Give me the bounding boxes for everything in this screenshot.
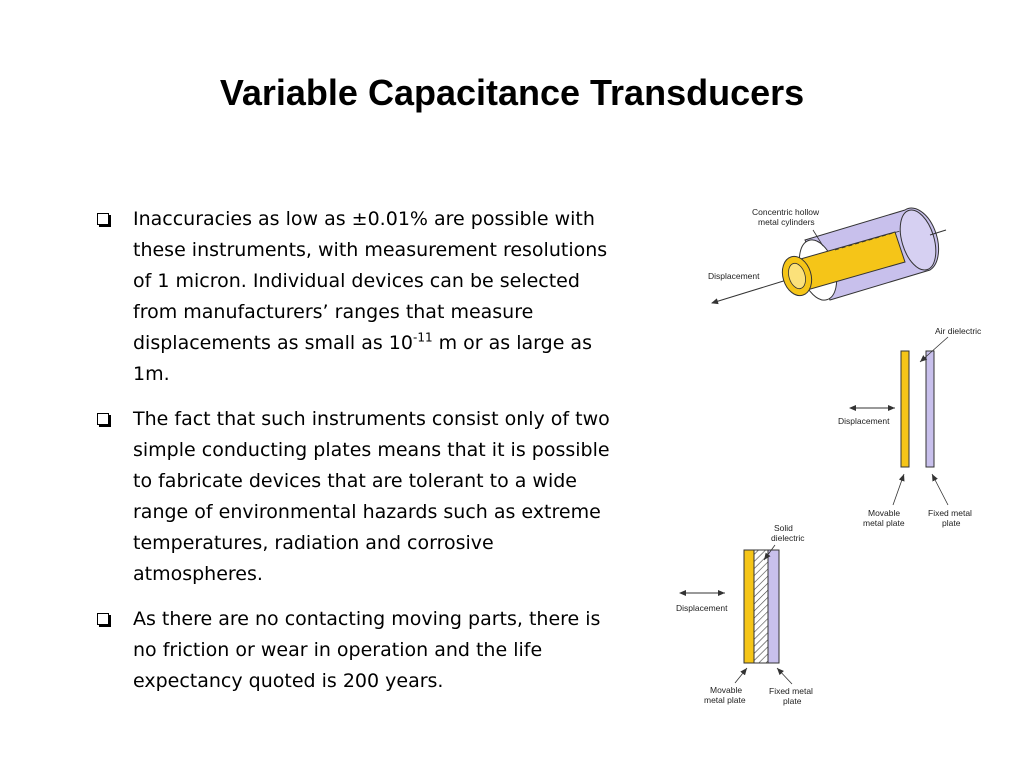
bullet-2-text: The fact that such instruments consist only of two simple conducting plates means that it is possible to fabricate devices that are tolerant to a wide range of environmental hazards such as extreme temperatures, radiation and corrosive atmospheres. [133, 408, 610, 585]
movable-plate-air [901, 351, 909, 467]
solid-movable-label-line2: metal plate [704, 695, 746, 705]
solid-dielectric-figure [676, 523, 813, 706]
solid-fixed-label-line2: plate [783, 696, 802, 706]
cylinder-displacement-arrow [712, 279, 790, 303]
solid-displacement-label: Displacement [676, 603, 728, 613]
slide-title: Variable Capacitance Transducers [219, 72, 805, 113]
solid-dielectric-layer [754, 550, 768, 663]
movable-leader-solid [735, 668, 747, 683]
air-movable-label-line2: metal plate [863, 518, 905, 528]
air-dielectric-figure [838, 326, 982, 528]
air-displacement-label: Displacement [838, 416, 890, 426]
bullet-3-text: As there are no contacting moving parts, there is no friction or wear in operation and the life expectancy quoted is 200 years. [133, 608, 601, 692]
cylinder-label-line1: Concentric hollow [752, 207, 820, 217]
air-fixed-label-line1: Fixed metal [928, 508, 972, 518]
solid-fixed-label-line1: Fixed metal [769, 686, 813, 696]
bullet-1-text-end: m or as large as 1m. [133, 332, 592, 385]
cylinder-displacement-label: Displacement [708, 271, 760, 281]
solid-movable-label-line1: Movable [710, 685, 743, 695]
cylinder-label-line2: metal cylinders [758, 217, 815, 227]
movable-leader-air [893, 474, 904, 505]
fixed-leader-air [932, 474, 948, 505]
air-movable-label-line1: Movable [868, 508, 901, 518]
solid-dielectric-label-line1: Solid [774, 523, 793, 533]
solid-dielectric-label-line2: dielectric [771, 533, 805, 543]
fixed-plate-air [926, 351, 934, 467]
concentric-cylinders-figure [708, 206, 946, 305]
air-dielectric-label: Air dielectric [935, 326, 982, 336]
movable-plate-solid [744, 550, 754, 663]
fixed-leader-solid [777, 668, 792, 684]
bullet-1-text: Inaccuracies as low as ±0.01% are possible with these instruments, with measurement resolutions of 1 micron. Individual devices can be selected from manufacturers’ ranges that measure displacements as small as 10 [133, 208, 608, 354]
bullet-1-exponent: -11 [412, 330, 433, 345]
air-fixed-label-line2: plate [942, 518, 961, 528]
fixed-plate-solid [768, 550, 779, 663]
